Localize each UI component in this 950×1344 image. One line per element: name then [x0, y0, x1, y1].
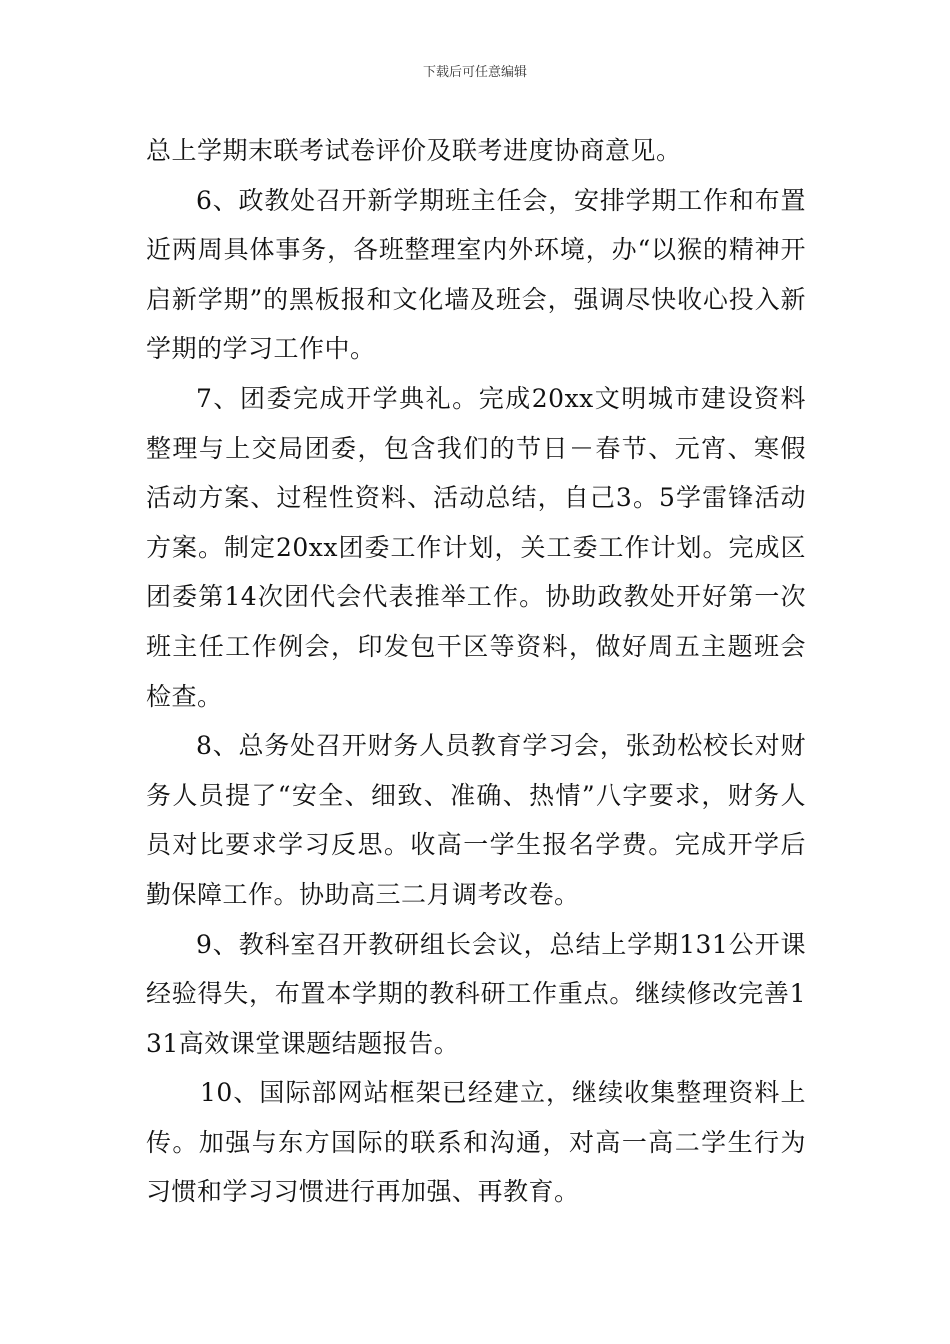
paragraph-continuation: 总上学期末联考试卷评价及联考进度协商意见。: [146, 136, 682, 165]
paragraph-item-7: 7、团委完成开学典礼。完成20xx文明城市建设资料整理与上交局团委，包含我们的节日－春节、元宵、寒假活动方案、过程性资料、活动总结，自己3。5学雷锋活动方案。制定20xx团委工作计划，关工委工作计划。完成区团委第14次团代会代表推举工作。协助政教处开好第一次班主任工作例会，印发包干区等资料，做好周五主题班会检查。: [146, 383, 806, 711]
paragraph-item-10: 10、国际部网站框架已经建立，继续收集整理资料上传。加强与东方国际的联系和沟通，对高一高二学生行为习惯和学习习惯进行再加强、再教育。: [146, 1078, 806, 1207]
document-body: [146, 126, 806, 1217]
page-header-note: 下载后可任意编辑: [422, 65, 527, 80]
paragraph-item-9: 9、教科室召开教研组长会议，总结上学期131公开课经验得失，布置本学期的教科研工作重点。继续修改完善131高效课堂课题结题报告。: [146, 929, 806, 1058]
paragraph-item-8: 8、总务处召开财务人员教育学习会，张劲松校长对财务人员提了“安全、细致、准确、热情”八字要求，财务人员对比要求学习反思。收高一学生报名学费。完成开学后勤保障工作。协助高三二月调考改卷。: [146, 731, 806, 909]
paragraph-item-6: 6、政教处召开新学期班主任会，安排学期工作和布置近两周具体事务，各班整理室内外环境，办“以猴的精神开启新学期”的黑板报和文化墙及班会，强调尽快收心投入新学期的学习工作中。: [146, 185, 806, 364]
